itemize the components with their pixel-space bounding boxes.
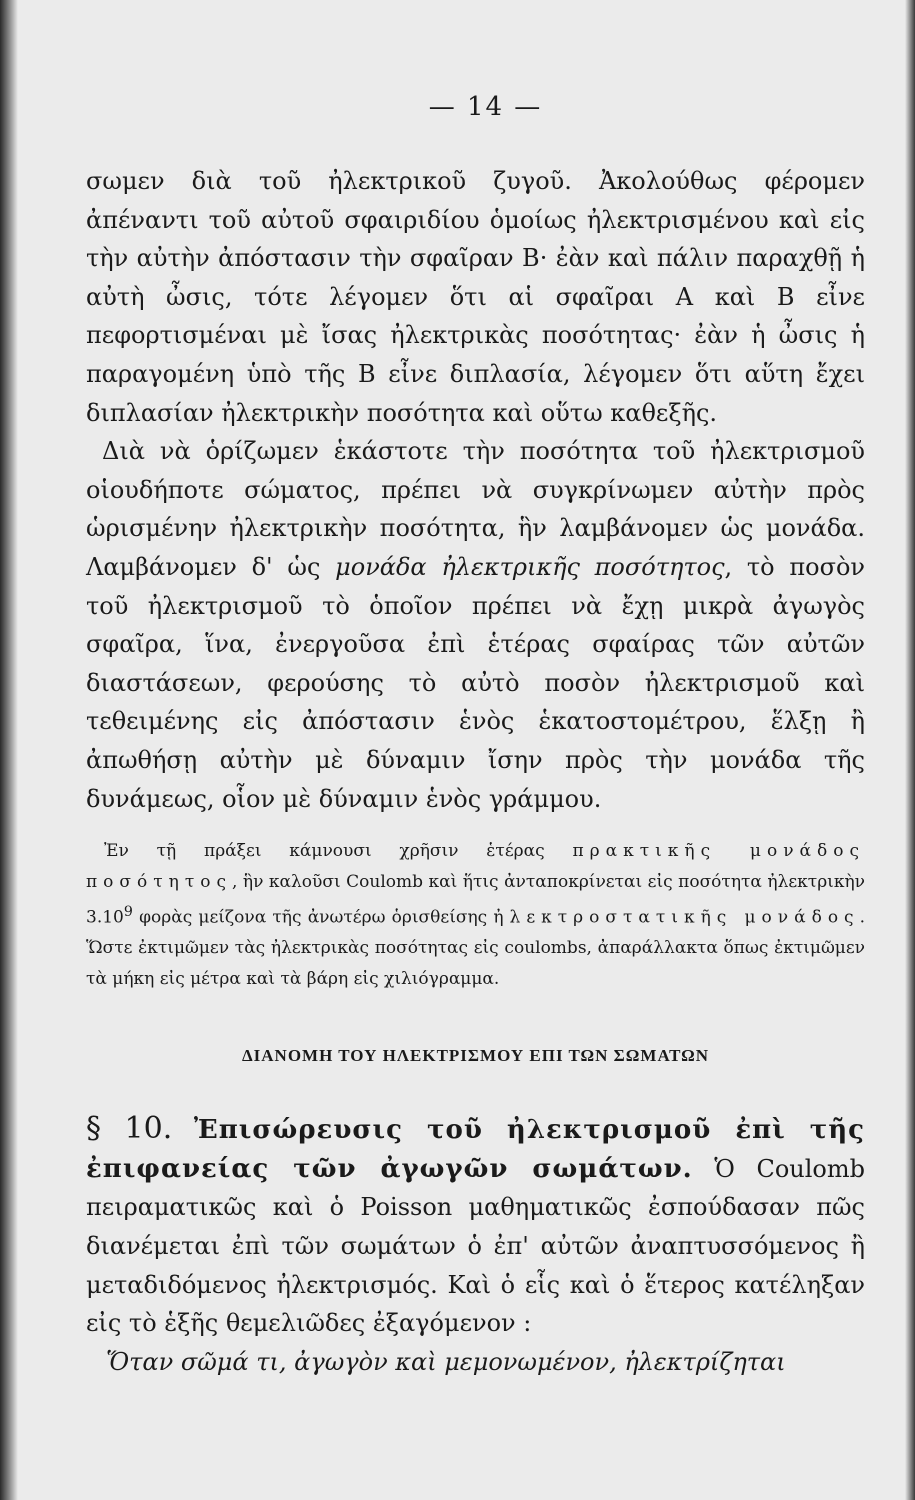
paragraph-1: σωμεν διὰ τοῦ ἠλεκτρικοῦ ζυγοῦ. Ἀκολούθως φέρομεν ἀπέναντι τοῦ αὐτοῦ σφαιριδίου ὁμοίως ἠλεκτρισμένου καὶ εἰς τὴν αὐτὴν ἀπόστασιν τὴν σφαῖραν Β· ἐὰν καὶ πάλιν παραχθῇ ἡ αὐτὴ ὦσις, τότε λέγομεν ὅτι αἱ σφαῖραι Α καὶ Β εἶνε πεφορτισμέναι μὲ ἴσας ἠλεκτρικὰς ποσότητας· ἐὰν ἡ ὦσις ἡ παραγομένη ὑπὸ τῆς Β εἶνε διπλασία, λέγομεν ὅτι αὕτη ἔχει διπλασίαν ἠλεκτρικὴν ποσότητα καὶ οὕτω καθεξῆς. <box>86 167 865 427</box>
section-text: Ὁ Coulomb πειραματικῶς καὶ ὁ Poisson μαθηματικῶς ἐσπούδασαν πῶς διανέμεται ἐπὶ τῶν σωμάτων ὁ ἐπ' αὐτῶν ἀναπτυσσόμενος ἢ μεταδιδόμενος ἠλεκτρισμός. Καὶ ὁ εἷς καὶ ὁ ἕτερος κατέληξαν εἰς τὸ ἑξῆς θεμελιῶδες ἐξαγόμενον : <box>86 1154 865 1338</box>
note-exponent: 9 <box>123 904 133 921</box>
page-number: — 14 — <box>428 92 543 122</box>
section-10 <box>86 1110 865 1343</box>
note-text-2: , ἣν καλοῦσι Coulomb καὶ ἥτις ἀνταποκρίνεται εἰς ποσότητα ἠλεκτρικὴν 3.10 <box>86 871 865 928</box>
italic-last-line: Ὅταν σῶμά τι, ἀγωγὸν καὶ μεμονωμένον, ἠλεκτρίζηται <box>106 1347 786 1376</box>
note-spaced-term-2: ἠλεκτροστατικῆς μονάδος <box>493 907 860 928</box>
note-text-4: . Ὥστε ἐκτιμῶμεν τὰς ἠλεκτρικὰς ποσότητας εἰς coulombs, ἀπαράλλακτα ὅπως ἐκτιμῶμεν τὰ μήκη εἰς μέτρα καὶ τὰ βάρη εἰς χιλιόγραμμα. <box>86 907 865 989</box>
section-heading: ΔΙΑΝΟΜΗ ΤΟΥ ΗΛΕΚΤΡΙΣΜΟΥ ΕΠΙ ΤΩΝ ΣΩΜΑΤΩΝ <box>242 1046 709 1066</box>
note-text-1: Ἐν τῇ πράξει κάμνουσι χρῆσιν ἑτέρας <box>104 841 573 862</box>
footnote <box>86 836 865 994</box>
section-number: § 10. <box>86 1111 173 1147</box>
paragraph-2 <box>86 432 865 818</box>
note-spaced-term-1: πρακτικῆς μονάδος ποσότητος <box>86 841 865 892</box>
note-text-3: φορὰς μείζονα τῆς ἀνωτέρω ὁρισθείσης <box>132 907 494 928</box>
section-title: Ἐπισώρευσις τοῦ ἠλεκτρισμοῦ ἐπὶ τῆς ἐπιφανείας τῶν ἀγωγῶν σωμάτων. <box>86 1115 866 1184</box>
paragraph-2-end: , τὸ ποσὸν τοῦ ἠλεκτρισμοῦ τὸ ὁποῖον πρέπει νὰ ἔχῃ μικρὰ ἀγωγὸς σφαῖρα, ἵνα, ἐνεργοῦσα ἐπὶ ἑτέρας σφαίρας τῶν αὐτῶν διαστάσεων, φερούσης τὸ αὐτὸ ποσὸν ἠλεκτρισμοῦ καὶ τεθειμένης εἰς ἀπόστασιν ἑνὸς ἑκατοστομέτρου, ἕλξῃ ἢ ἀπωθήσῃ αὐτὴν μὲ δύναμιν ἴσην πρὸς τὴν μονάδα τῆς δυνάμεως, οἷον μὲ δύναμιν ἑνὸς γράμμου. <box>86 552 866 813</box>
unit-definition-emphasis: μονάδα ἠλεκτρικῆς ποσότητος <box>335 552 725 581</box>
paragraph-2-start: Διὰ νὰ ὁρίζωμεν ἑκάστοτε τὴν ποσότητα τοῦ ἠλεκτρισμοῦ οἱουδήποτε σώματος, πρέπει νὰ συγκρίνωμεν αὐτὴν πρὸς ὡρισμένην ἠλεκτρικὴν ποσότητα, ἣν λαμβάνομεν ὡς μονάδα. Λαμβάνομεν δ' ὡς <box>86 437 865 581</box>
